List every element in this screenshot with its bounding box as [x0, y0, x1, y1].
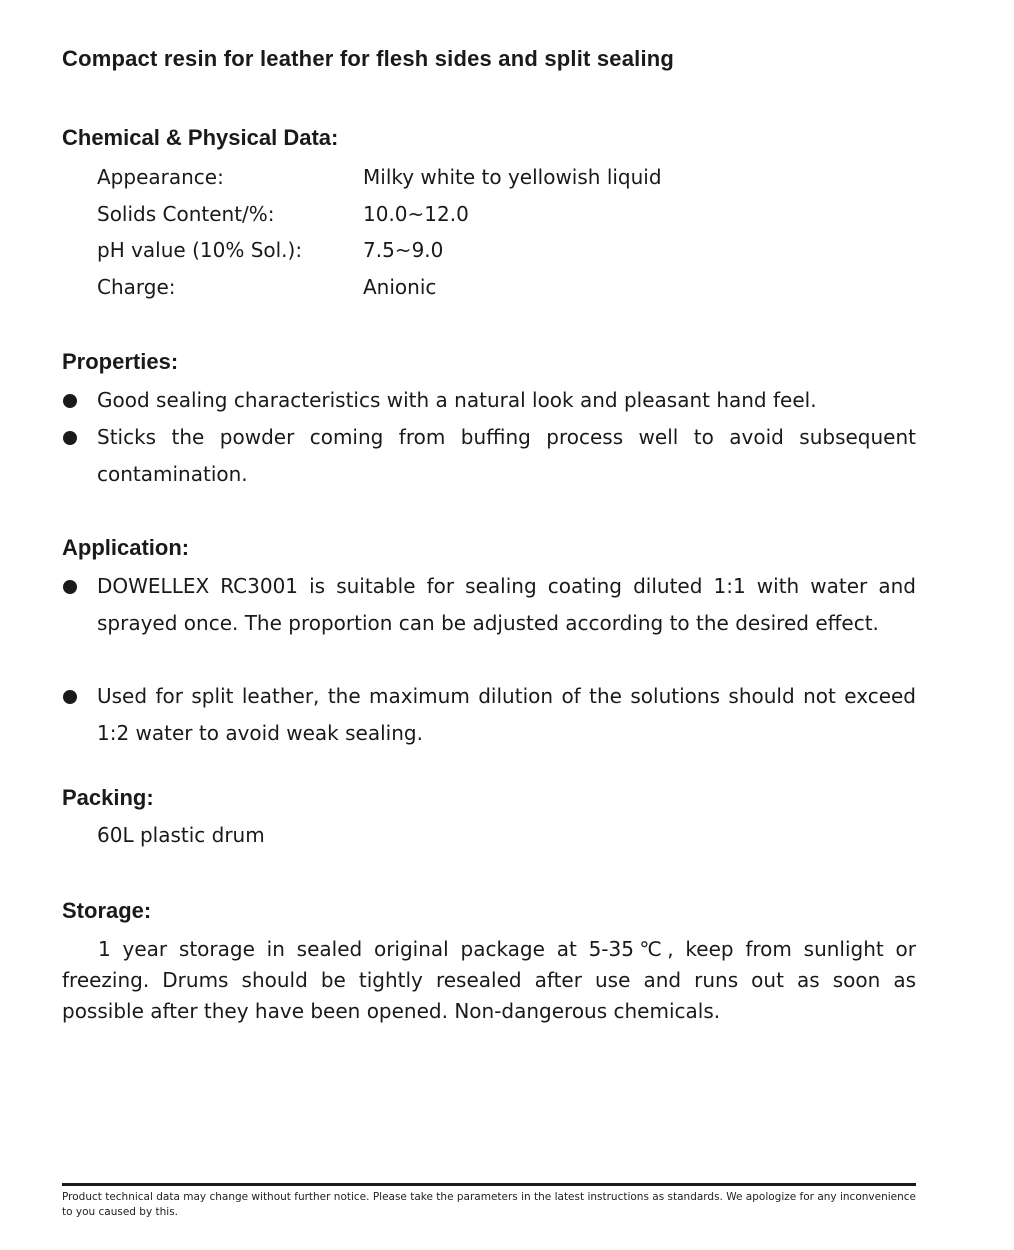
bullet-icon [63, 580, 77, 594]
list-item [62, 382, 916, 419]
list-item [62, 678, 916, 752]
data-row-appearance [97, 159, 662, 196]
chemical-data-heading: Chemical & Physical Data: [62, 125, 339, 150]
bullet-icon [63, 690, 77, 704]
data-label: Solids Content/%: [97, 202, 275, 226]
storage-text: 1 year storage in sealed original package at 5-35℃, keep from sunlight or freezing. Drums should be tightly resealed after use and runs out as soon as possible after they have been opened. Non-dangerous chemicals. [62, 937, 916, 1023]
data-value: 7.5~9.0 [363, 238, 444, 262]
data-value: Anionic [363, 275, 437, 299]
packing-heading: Packing: [62, 785, 154, 810]
bullet-icon [63, 431, 77, 445]
footer-disclaimer: Product technical data may change without further notice. Please take the parameters in the latest instructions as standards. We apologize for any inconvenience to you caused by this. [62, 1191, 916, 1218]
list-item [62, 419, 916, 493]
data-label: pH value (10% Sol.): [97, 238, 303, 262]
footer-divider [62, 1183, 916, 1186]
packing-text: 60L plastic drum [97, 823, 265, 847]
application-heading: Application: [62, 535, 190, 560]
data-value: 10.0~12.0 [363, 202, 469, 226]
bullet-icon [63, 394, 77, 408]
document-title: Compact resin for leather for flesh sides and split sealing [62, 46, 675, 71]
data-label: Charge: [97, 275, 176, 299]
data-value: Milky white to yellowish liquid [363, 165, 662, 189]
data-row-charge [97, 269, 436, 306]
list-item-text: Used for split leather, the maximum dilution of the solutions should not exceed 1:2 water to avoid weak sealing. [97, 684, 916, 745]
properties-heading: Properties: [62, 349, 179, 374]
data-row-ph [97, 232, 443, 269]
data-row-solids [97, 196, 469, 233]
list-item [62, 568, 916, 642]
storage-heading: Storage: [62, 898, 152, 923]
list-item-text: DOWELLEX RC3001 is suitable for sealing coating diluted 1:1 with water and sprayed once. The proportion can be adjusted according to the desired effect. [97, 574, 916, 635]
list-item-text: Sticks the powder coming from buffing process well to avoid subsequent contamination. [97, 425, 916, 486]
list-item-text: Good sealing characteristics with a natural look and pleasant hand feel. [97, 388, 817, 412]
data-label: Appearance: [97, 165, 224, 189]
